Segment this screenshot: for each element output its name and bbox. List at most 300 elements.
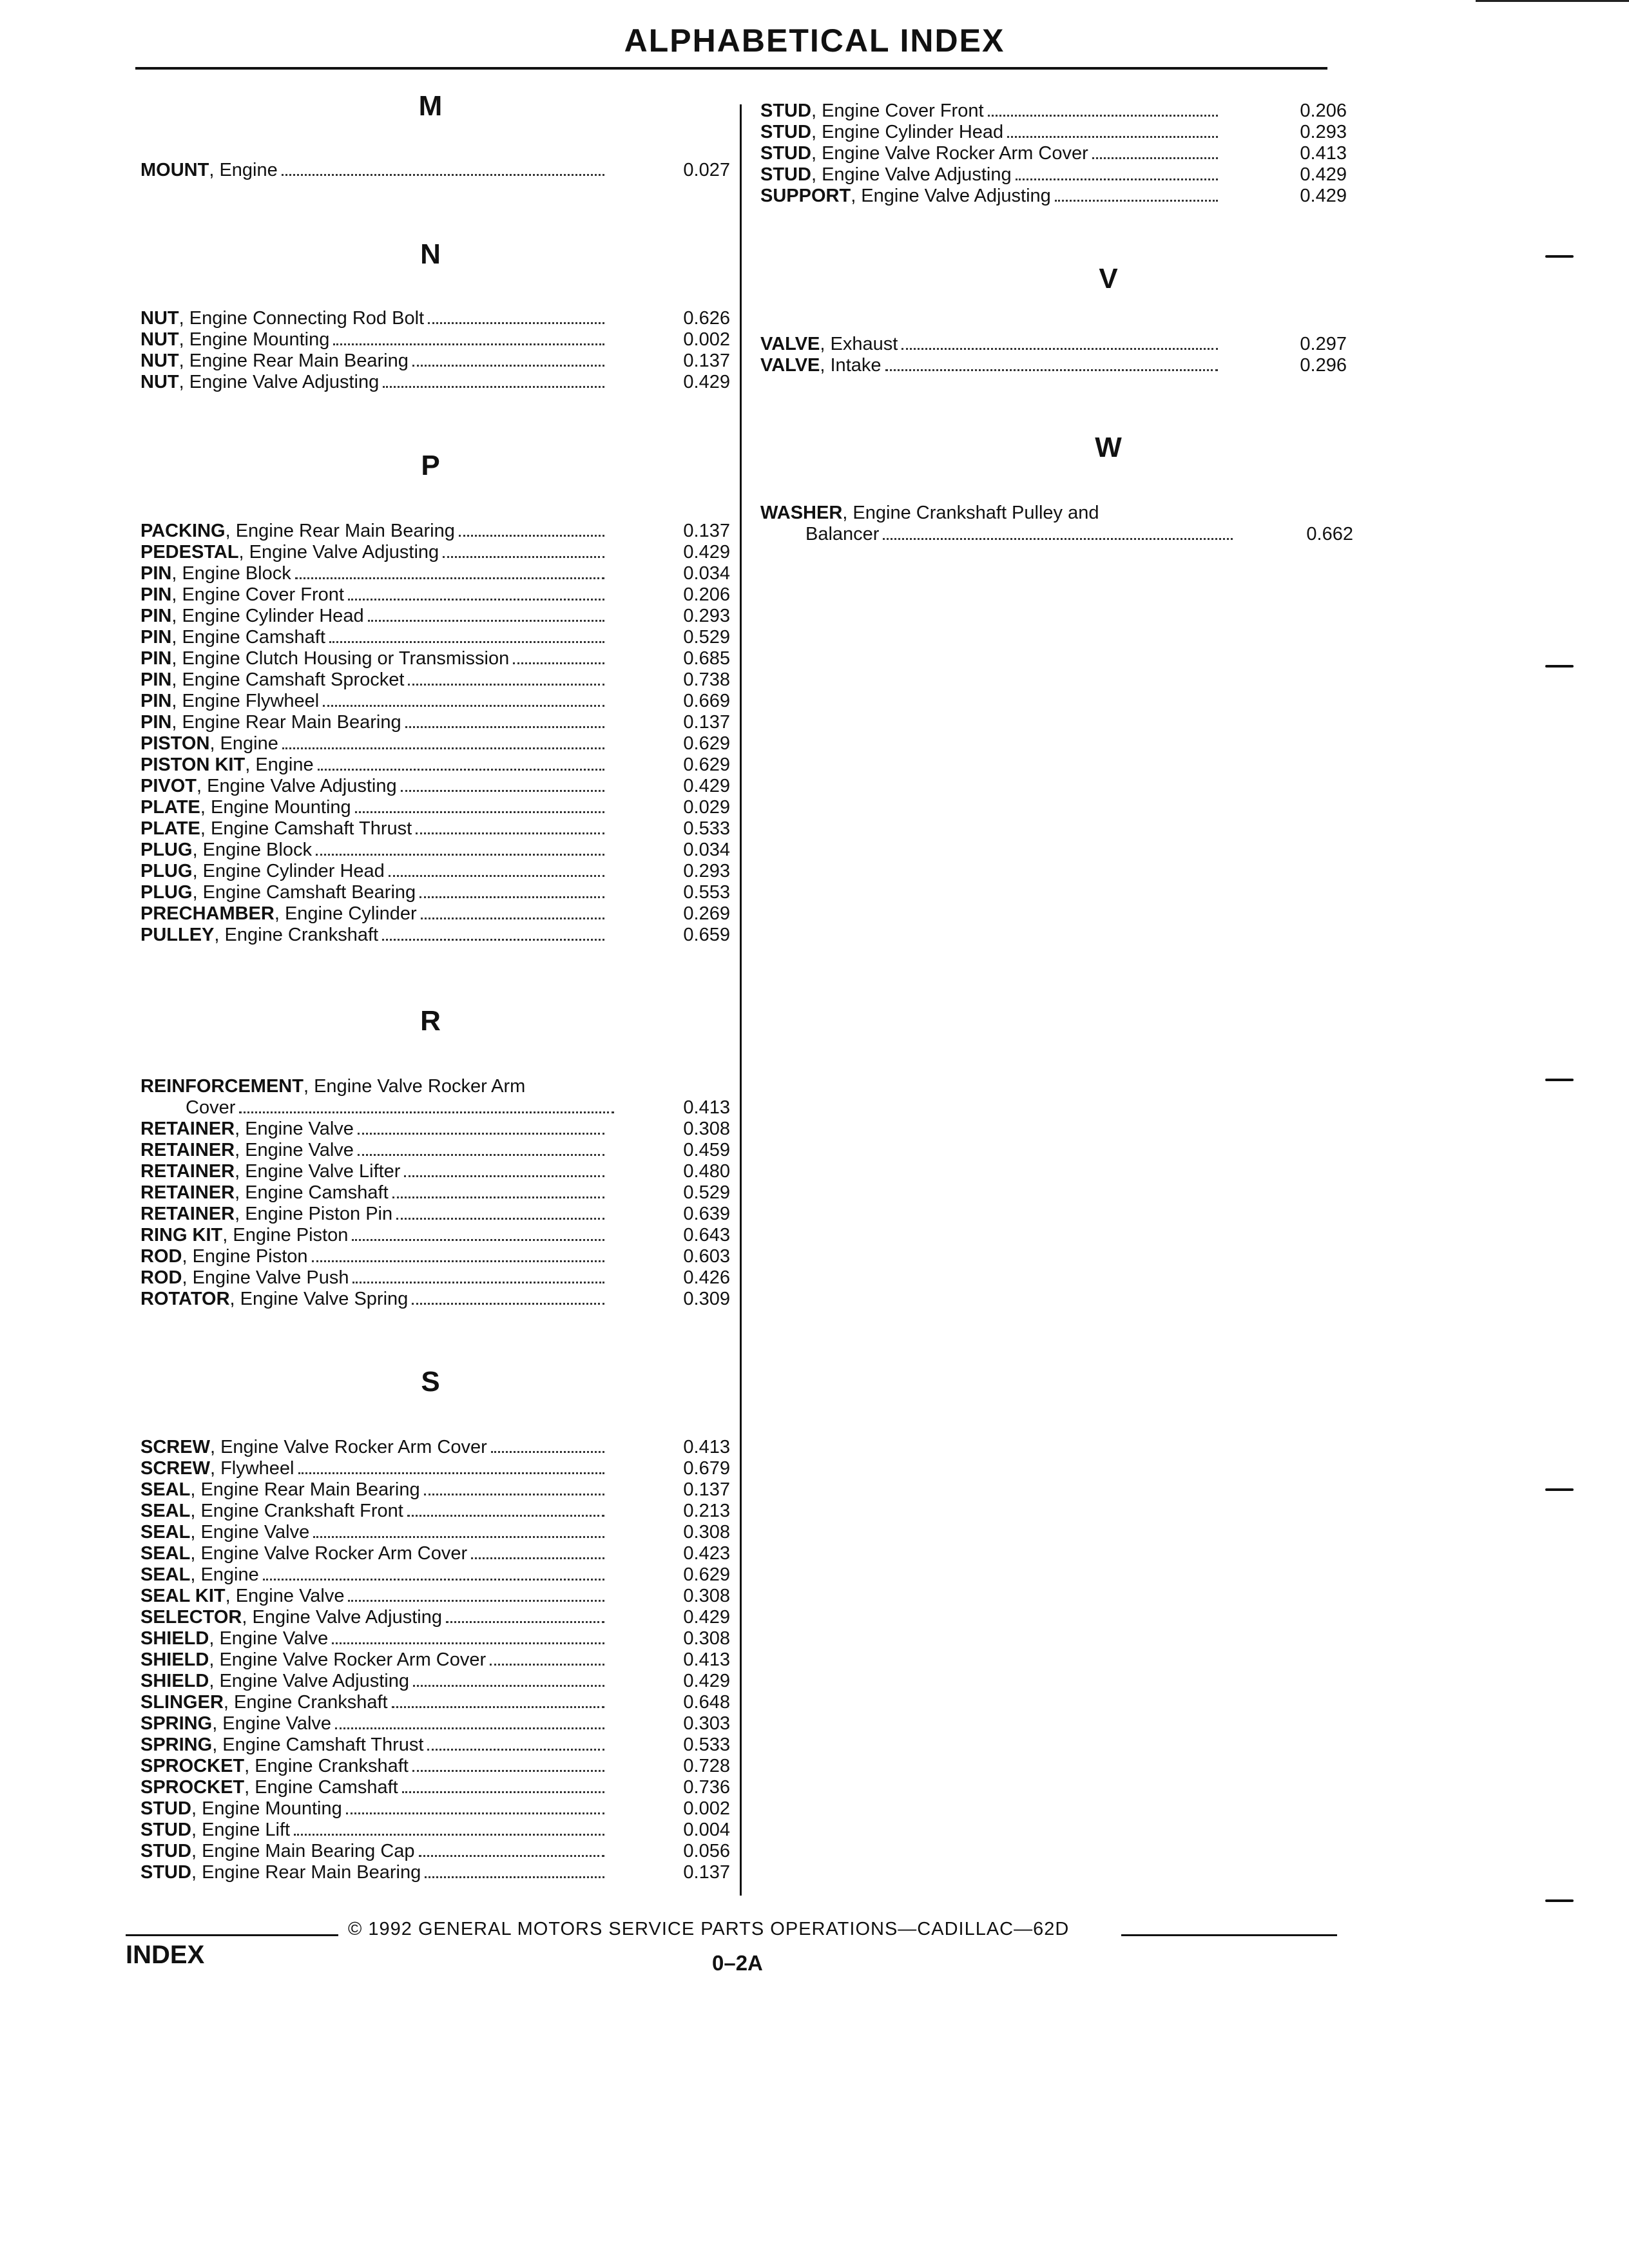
footer-rule-right	[1121, 1934, 1337, 1936]
entry-label	[140, 584, 604, 606]
entry-heading: PIN	[140, 563, 172, 584]
entry-reference-number: 0.429	[683, 1607, 730, 1628]
entry-heading: STUD	[140, 1820, 191, 1840]
index-entry	[140, 627, 730, 648]
index-entry	[140, 882, 730, 903]
entry-heading: SEAL	[140, 1543, 191, 1564]
entry-description: , Engine Valve	[225, 1586, 345, 1606]
entry-heading: SEAL	[140, 1479, 191, 1500]
dot-leader	[491, 1451, 604, 1453]
dot-leader	[239, 1111, 614, 1113]
dot-leader	[402, 1791, 604, 1793]
dot-leader	[405, 726, 604, 728]
footer-copyright: © 1992 GENERAL MOTORS SERVICE PARTS OPERATIONS—CADILLAC—62D	[348, 1919, 1070, 1939]
dot-leader	[352, 1282, 604, 1283]
dot-leader	[383, 386, 604, 388]
entry-reference-number: 0.685	[683, 648, 730, 669]
entry-reference-number: 0.423	[683, 1543, 730, 1564]
margin-tick	[1545, 1899, 1574, 1902]
index-entry	[140, 1564, 730, 1586]
entry-heading: PLATE	[140, 797, 200, 818]
entry-heading: PEDESTAL	[140, 542, 239, 562]
entry-description: , Engine Crankshaft	[244, 1756, 409, 1776]
entry-label	[140, 882, 604, 903]
entry-label	[140, 1204, 604, 1225]
dot-leader	[885, 369, 1218, 371]
entry-label	[140, 542, 604, 563]
section-letter: R	[420, 1005, 441, 1037]
entry-label	[140, 925, 604, 946]
dot-leader	[1007, 136, 1218, 138]
index-entry	[760, 524, 1353, 545]
entry-description: , Engine Valve Rocker Arm Cover	[209, 1649, 487, 1670]
entry-heading: SPRING	[140, 1713, 213, 1734]
entry-reference-number: 0.137	[683, 351, 730, 371]
entry-description: , Engine Valve Rocker Arm	[303, 1076, 526, 1097]
index-entry	[140, 1182, 730, 1204]
entry-label	[140, 1841, 604, 1862]
entry-reference-number: 0.206	[683, 584, 730, 605]
corner-rule	[1476, 0, 1629, 2]
index-entry	[140, 1756, 730, 1777]
index-entry	[140, 351, 730, 372]
index-entry	[140, 754, 730, 776]
dot-leader	[513, 662, 604, 664]
entry-heading: STUD	[140, 1841, 191, 1861]
entry-description: , Engine Block	[192, 840, 312, 860]
index-entry	[760, 122, 1353, 143]
entry-reference-number: 0.297	[1300, 334, 1347, 354]
dot-leader	[392, 1706, 604, 1708]
entry-description: , Engine Rear Main Bearing	[178, 351, 409, 371]
entry-heading: VALVE	[760, 334, 820, 354]
index-entry	[140, 542, 730, 563]
entry-description: , Engine Valve Push	[182, 1267, 349, 1288]
entry-label	[140, 1543, 604, 1564]
entry-reference-number: 0.626	[683, 308, 730, 329]
entry-description: , Engine Valve Adjusting	[209, 1671, 409, 1691]
index-entry	[140, 1862, 730, 1883]
dot-leader	[316, 854, 604, 856]
entry-description: , Engine Piston Pin	[235, 1204, 393, 1224]
index-entry	[140, 818, 730, 840]
entry-description: , Engine Lift	[191, 1820, 291, 1840]
entry-label	[140, 521, 604, 542]
entry-description: , Exhaust	[820, 334, 898, 354]
entry-reference-number: 0.662	[1306, 524, 1353, 544]
entry-heading: ROD	[140, 1267, 182, 1288]
entry-heading: STUD	[760, 122, 811, 142]
entry-heading: PIN	[140, 627, 172, 648]
margin-tick	[1545, 1488, 1574, 1491]
entry-heading: SUPPORT	[760, 186, 851, 206]
entry-reference-number: 0.459	[683, 1140, 730, 1160]
index-entry	[140, 160, 730, 181]
entry-label	[140, 1777, 604, 1798]
section-letter: P	[421, 450, 440, 481]
entry-description: , Engine Rear Main Bearing	[190, 1479, 420, 1500]
entry-heading: PISTON KIT	[140, 754, 246, 775]
entry-reference-number: 0.413	[683, 1649, 730, 1670]
entry-heading: SEAL	[140, 1564, 191, 1585]
dot-leader	[428, 322, 604, 324]
entry-list	[760, 101, 1353, 207]
entry-label	[140, 160, 604, 181]
entry-heading: SCREW	[140, 1458, 210, 1479]
entry-description: , Engine Block	[171, 563, 291, 584]
entry-heading: SPROCKET	[140, 1756, 245, 1776]
index-entry	[760, 101, 1353, 122]
entry-description: , Engine	[190, 1564, 259, 1585]
dot-leader	[401, 790, 604, 792]
index-entry	[140, 903, 730, 925]
index-entry	[140, 1204, 730, 1225]
entry-reference-number: 0.027	[683, 160, 730, 180]
entry-description: , Engine Cylinder	[274, 903, 417, 924]
entry-label	[140, 861, 604, 882]
entry-reference-number: 0.293	[683, 861, 730, 881]
entry-reference-number: 0.679	[683, 1458, 730, 1479]
entry-heading: ROD	[140, 1246, 182, 1267]
entry-description: , Engine Crankshaft	[223, 1692, 388, 1713]
entry-description: , Engine Valve Adjusting	[197, 776, 397, 796]
index-entry	[140, 329, 730, 351]
entry-description: , Engine Camshaft Bearing	[192, 882, 416, 903]
dot-leader	[352, 1239, 604, 1241]
entry-label	[140, 563, 604, 584]
dot-leader	[332, 1642, 604, 1644]
dot-leader	[312, 1260, 604, 1262]
entry-description: , Engine Valve Rocker Arm Cover	[209, 1437, 487, 1457]
entry-description: Cover	[186, 1097, 236, 1118]
entry-list	[140, 160, 730, 181]
entry-heading: PACKING	[140, 521, 226, 541]
index-entry	[140, 1161, 730, 1182]
dot-leader	[389, 875, 604, 877]
entry-label	[760, 334, 1218, 355]
entry-description: , Engine Valve	[190, 1522, 310, 1542]
entry-label	[140, 1076, 604, 1097]
index-entry	[140, 776, 730, 797]
entry-label	[140, 1671, 604, 1692]
entry-label	[140, 733, 604, 754]
entry-heading: NUT	[140, 372, 179, 392]
dot-leader	[323, 705, 604, 707]
entry-description: , Engine Valve	[209, 1628, 329, 1649]
entry-label	[140, 1862, 604, 1883]
dot-leader	[416, 832, 604, 834]
entry-label	[140, 1119, 604, 1140]
entry-label	[760, 164, 1218, 186]
index-entry	[140, 1735, 730, 1756]
index-entry	[760, 186, 1353, 207]
entry-heading: NUT	[140, 329, 179, 350]
dot-leader	[1016, 178, 1218, 180]
index-entry	[140, 1225, 730, 1246]
index-entry	[760, 164, 1353, 186]
index-entry	[140, 925, 730, 946]
entry-label	[140, 818, 604, 840]
page-number: 0–2A	[712, 1951, 763, 1975]
entry-reference-number: 0.426	[683, 1267, 730, 1288]
index-entry	[140, 1267, 730, 1289]
entry-reference-number: 0.429	[683, 776, 730, 796]
entry-reference-number: 0.303	[683, 1713, 730, 1734]
entry-reference-number: 0.413	[1300, 143, 1347, 164]
index-entry	[140, 1798, 730, 1820]
entry-description: , Engine Piston	[182, 1246, 308, 1267]
dot-leader	[348, 599, 604, 601]
dot-leader	[407, 1515, 604, 1517]
index-entry	[140, 1777, 730, 1798]
entry-description: , Engine Valve Adjusting	[242, 1607, 443, 1628]
dot-leader	[348, 1600, 604, 1602]
margin-tick	[1545, 255, 1574, 258]
entry-description: , Flywheel	[209, 1458, 294, 1479]
entry-description: , Engine Camshaft Sprocket	[171, 669, 405, 690]
entry-description: , Engine Camshaft	[171, 627, 325, 648]
entry-heading: SPROCKET	[140, 1777, 245, 1798]
entry-description: , Engine	[209, 160, 278, 180]
entry-description: , Engine Rear Main Bearing	[171, 712, 401, 733]
entry-label	[805, 524, 1233, 545]
entry-label	[140, 648, 604, 669]
entry-description: , Engine Valve Adjusting	[811, 164, 1012, 185]
entry-reference-number: 0.533	[683, 818, 730, 839]
section-letter: S	[421, 1366, 440, 1398]
entry-list	[140, 521, 730, 946]
entry-label	[140, 754, 604, 776]
entry-heading: PLUG	[140, 882, 193, 903]
entry-description: , Engine Cover Front	[171, 584, 344, 605]
entry-reference-number: 0.736	[683, 1777, 730, 1798]
index-entry	[140, 861, 730, 882]
dot-leader	[335, 1727, 604, 1729]
entry-heading: PIN	[140, 691, 172, 711]
entry-label	[760, 143, 1218, 164]
entry-label	[140, 669, 604, 691]
entry-label	[140, 1564, 604, 1586]
entry-label	[140, 1798, 604, 1820]
dot-leader	[282, 747, 604, 749]
entry-heading: NUT	[140, 351, 179, 371]
entry-heading: STUD	[760, 164, 811, 185]
entry-heading: SEAL KIT	[140, 1586, 226, 1606]
entry-list	[140, 308, 730, 393]
entry-label	[186, 1097, 614, 1119]
dot-leader	[988, 115, 1218, 117]
index-entry	[140, 1841, 730, 1862]
entry-reference-number: 0.728	[683, 1756, 730, 1776]
entry-label	[140, 1820, 604, 1841]
entry-heading: PLATE	[140, 818, 200, 839]
dot-leader	[408, 684, 604, 686]
entry-reference-number: 0.738	[683, 669, 730, 690]
margin-tick	[1545, 1079, 1574, 1081]
entry-label	[140, 903, 604, 925]
dot-leader	[355, 811, 604, 813]
entry-reference-number: 0.308	[683, 1628, 730, 1649]
entry-label	[140, 691, 604, 712]
entry-label	[140, 1692, 604, 1713]
entry-label	[140, 1246, 604, 1267]
entry-reference-number: 0.480	[683, 1161, 730, 1182]
index-entry	[140, 669, 730, 691]
entry-reference-number: 0.308	[683, 1522, 730, 1542]
index-entry	[140, 1586, 730, 1607]
entry-description: , Engine Crankshaft Pulley and	[842, 503, 1099, 523]
entry-description: , Engine Mounting	[191, 1798, 342, 1819]
entry-description: , Engine Valve Spring	[229, 1289, 409, 1309]
entry-heading: STUD	[760, 101, 811, 121]
entry-description: , Engine Camshaft	[235, 1182, 389, 1203]
entry-reference-number: 0.034	[683, 563, 730, 584]
section-letter: V	[1099, 263, 1118, 294]
dot-leader	[425, 1876, 604, 1878]
entry-heading: STUD	[140, 1798, 191, 1819]
entry-label	[140, 797, 604, 818]
entry-label	[140, 1649, 604, 1671]
dot-leader	[298, 1472, 605, 1474]
index-entry	[140, 1649, 730, 1671]
entry-list	[760, 334, 1353, 376]
index-entry	[140, 733, 730, 754]
entry-heading: VALVE	[760, 355, 820, 376]
entry-description: , Engine Mounting	[178, 329, 330, 350]
entry-label	[140, 329, 604, 351]
entry-reference-number: 0.629	[683, 733, 730, 754]
entry-reference-number: 0.669	[683, 691, 730, 711]
entry-heading: STUD	[140, 1862, 191, 1883]
entry-label	[140, 372, 604, 393]
entry-description: , Engine Cylinder Head	[811, 122, 1004, 142]
entry-heading: SHIELD	[140, 1671, 209, 1691]
entry-label	[140, 1289, 604, 1310]
entry-list	[140, 1437, 730, 1883]
dot-leader	[358, 1154, 604, 1156]
entry-label	[140, 1586, 604, 1607]
dot-leader	[404, 1175, 604, 1177]
entry-description: , Engine Clutch Housing or Transmission	[171, 648, 510, 669]
entry-heading: SPRING	[140, 1735, 213, 1755]
entry-reference-number: 0.269	[683, 903, 730, 924]
dot-leader	[333, 343, 604, 345]
entry-reference-number: 0.029	[683, 797, 730, 818]
entry-description: , Engine Camshaft Thrust	[212, 1735, 424, 1755]
index-entry	[140, 712, 730, 733]
index-entry	[140, 1671, 730, 1692]
entry-reference-number: 0.308	[683, 1119, 730, 1139]
entry-list	[140, 1076, 730, 1310]
index-entry	[140, 1140, 730, 1161]
entry-reference-number: 0.213	[683, 1501, 730, 1521]
entry-reference-number: 0.413	[683, 1437, 730, 1457]
entry-description: , Engine Camshaft Thrust	[200, 818, 412, 839]
entry-description: , Engine Valve	[212, 1713, 332, 1734]
entry-reference-number: 0.639	[683, 1204, 730, 1224]
dot-leader	[471, 1557, 604, 1559]
entry-heading: SHIELD	[140, 1628, 209, 1649]
entry-label	[140, 840, 604, 861]
entry-heading: RETAINER	[140, 1204, 235, 1224]
entry-description: , Engine Valve Rocker Arm Cover	[190, 1543, 468, 1564]
dot-leader	[329, 641, 604, 643]
entry-reference-number: 0.002	[683, 1798, 730, 1819]
dot-leader	[318, 769, 604, 771]
entry-heading: PRECHAMBER	[140, 903, 275, 924]
entry-label	[760, 355, 1218, 376]
entry-description: , Engine Flywheel	[171, 691, 320, 711]
entry-reference-number: 0.533	[683, 1735, 730, 1755]
index-entry	[140, 648, 730, 669]
entry-label	[140, 351, 604, 372]
entry-description: , Engine Mounting	[200, 797, 351, 818]
dot-leader	[901, 348, 1218, 350]
dot-leader	[382, 939, 604, 941]
entry-heading: ROTATOR	[140, 1289, 230, 1309]
entry-description: , Engine Piston	[222, 1225, 349, 1245]
entry-heading: PIN	[140, 584, 172, 605]
dot-leader	[358, 1133, 604, 1135]
index-entry	[140, 1820, 730, 1841]
entry-reference-number: 0.429	[1300, 164, 1347, 185]
index-entry	[140, 1479, 730, 1501]
index-entry	[140, 521, 730, 542]
entry-label	[140, 1479, 604, 1501]
entry-heading: RETAINER	[140, 1182, 235, 1203]
index-entry	[140, 1522, 730, 1543]
entry-reference-number: 0.034	[683, 840, 730, 860]
index-entry	[140, 1713, 730, 1735]
entry-heading: STUD	[760, 143, 811, 164]
index-entry	[760, 143, 1353, 164]
entry-label	[140, 1267, 604, 1289]
dot-leader	[412, 1770, 604, 1772]
entry-heading: PLUG	[140, 861, 193, 881]
entry-heading: RETAINER	[140, 1140, 235, 1160]
index-entry	[140, 840, 730, 861]
entry-label	[140, 1501, 604, 1522]
entry-heading: SEAL	[140, 1501, 191, 1521]
entry-description: , Engine Valve	[235, 1140, 354, 1160]
index-entry	[140, 797, 730, 818]
entry-description: , Engine Valve Lifter	[235, 1161, 401, 1182]
title-underline	[135, 67, 1327, 70]
entry-reference-number: 0.603	[683, 1246, 730, 1267]
entry-heading: MOUNT	[140, 160, 209, 180]
entry-reference-number: 0.296	[1300, 355, 1347, 376]
entry-heading: WASHER	[760, 503, 843, 523]
index-entry	[140, 1119, 730, 1140]
entry-heading: PLUG	[140, 840, 193, 860]
entry-reference-number: 0.004	[683, 1820, 730, 1840]
entry-description: , Engine Valve Adjusting	[851, 186, 1051, 206]
page-title: ALPHABETICAL INDEX	[624, 23, 1005, 59]
entry-reference-number: 0.137	[683, 712, 730, 733]
entry-heading: PIN	[140, 669, 172, 690]
entry-label	[140, 1735, 604, 1756]
entry-heading: PIN	[140, 712, 172, 733]
entry-description: , Engine Valve Adjusting	[178, 372, 380, 392]
dot-leader	[446, 1621, 604, 1623]
index-entry	[140, 563, 730, 584]
margin-tick	[1545, 665, 1574, 668]
index-entry	[140, 1097, 730, 1119]
entry-reference-number: 0.629	[683, 1564, 730, 1585]
entry-list	[760, 503, 1353, 545]
entry-label	[140, 308, 604, 329]
entry-heading: SEAL	[140, 1522, 191, 1542]
